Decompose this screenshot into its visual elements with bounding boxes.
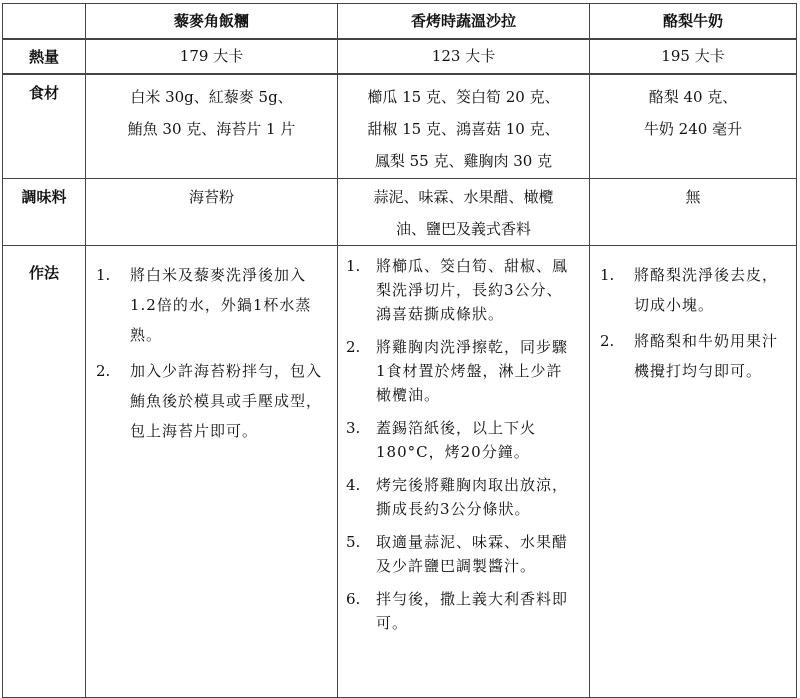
method-steps xyxy=(86,260,337,446)
ingredients-row xyxy=(3,74,797,179)
seasoning-label: 調味料 xyxy=(3,179,86,246)
calories-value: 179 大卡 xyxy=(86,39,338,74)
calories-value: 195 大卡 xyxy=(590,39,797,74)
method-steps xyxy=(590,260,796,386)
seasoning-cell xyxy=(338,179,590,246)
method-label: 作法 xyxy=(3,246,86,698)
calories-row xyxy=(3,39,797,74)
ingredients-label: 食材 xyxy=(3,74,86,179)
seasoning-line: 油、鹽巴及義式香料 xyxy=(395,220,531,238)
method-row xyxy=(3,246,797,698)
step-number: 3. xyxy=(346,419,361,437)
seasoning-cell xyxy=(86,179,338,246)
ingredients-line: 白米 30g、紅藜麥 5g、 xyxy=(130,87,293,106)
step-number: 2. xyxy=(600,332,615,350)
method-step xyxy=(338,587,589,635)
method-cell xyxy=(338,246,590,698)
dish-header-salad: 香烤時蔬溫沙拉 xyxy=(338,4,590,39)
step-number: 1. xyxy=(96,266,111,284)
method-step xyxy=(590,260,796,320)
method-cell xyxy=(86,246,338,698)
corner-cell xyxy=(3,4,86,39)
step-text: 拌勻後，撒上義大利香料即可。 xyxy=(376,590,569,632)
step-number: 1. xyxy=(346,257,361,275)
ingredients-line: 鮪魚 30 克、海苔片 1 片 xyxy=(127,119,296,138)
seasoning-line: 無 xyxy=(685,188,701,206)
method-step xyxy=(338,254,589,326)
step-text: 將雞胸肉洗淨擦乾，同步驟1食材置於烤盤，淋上少許橄欖油。 xyxy=(376,338,569,404)
step-text: 蓋錫箔紙後，以上下火180°C，烤20分鐘。 xyxy=(376,419,537,461)
ingredients-line: 牛奶 240 毫升 xyxy=(643,119,743,138)
calories-label: 熱量 xyxy=(3,39,86,74)
method-step xyxy=(338,416,589,464)
dish-header-rice-ball: 藜麥角飯糰 xyxy=(86,4,338,39)
step-text: 將酪梨和牛奶用果汁機攪打均勻即可。 xyxy=(634,332,779,380)
step-text: 將櫛瓜、筊白筍、甜椒、鳳梨洗淨切片，長約3公分、鴻喜菇撕成條狀。 xyxy=(376,257,569,323)
ingredients-cell xyxy=(590,74,797,179)
ingredients-line: 甜椒 15 克、鴻喜菇 10 克、 xyxy=(367,119,560,138)
step-text: 將白米及藜麥洗淨後加入1.2倍的水，外鍋1杯水蒸熟。 xyxy=(130,266,312,344)
method-step xyxy=(338,473,589,521)
seasoning-line: 蒜泥、味霖、水果醋、橄欖 xyxy=(373,188,554,206)
recipe-table xyxy=(2,3,797,698)
step-text: 將酪梨洗淨後去皮，切成小塊。 xyxy=(634,266,779,314)
step-number: 5. xyxy=(346,533,361,551)
method-cell xyxy=(590,246,797,698)
step-number: 2. xyxy=(346,338,361,356)
ingredients-line: 鳳梨 55 克、雞胸肉 30 克 xyxy=(374,151,553,170)
seasoning-row xyxy=(3,179,797,246)
step-number: 6. xyxy=(346,590,361,608)
ingredients-cell xyxy=(338,74,590,179)
step-text: 加入少許海苔粉拌勻，包入鮪魚後於模具或手壓成型，包上海苔片即可。 xyxy=(130,362,323,440)
method-step xyxy=(86,356,337,446)
step-number: 1. xyxy=(600,266,615,284)
header-row xyxy=(3,4,797,39)
calories-value: 123 大卡 xyxy=(338,39,590,74)
step-number: 4. xyxy=(346,476,361,494)
method-step xyxy=(338,335,589,407)
step-number: 2. xyxy=(96,362,111,380)
ingredients-cell xyxy=(86,74,338,179)
dish-header-avocado-milk: 酪梨牛奶 xyxy=(590,4,797,39)
method-step xyxy=(338,530,589,578)
ingredients-line: 櫛瓜 15 克、筊白筍 20 克、 xyxy=(367,87,560,106)
step-text: 取適量蒜泥、味霖、水果醋及少許鹽巴調製醬汁。 xyxy=(376,533,569,575)
method-step xyxy=(86,260,337,350)
ingredients-line: 酪梨 40 克、 xyxy=(648,87,738,106)
seasoning-cell xyxy=(590,179,797,246)
method-step xyxy=(590,326,796,386)
method-steps xyxy=(338,254,589,635)
step-text: 烤完後將雞胸肉取出放涼，撕成長約3公分條狀。 xyxy=(376,476,569,518)
seasoning-line: 海苔粉 xyxy=(188,188,234,206)
